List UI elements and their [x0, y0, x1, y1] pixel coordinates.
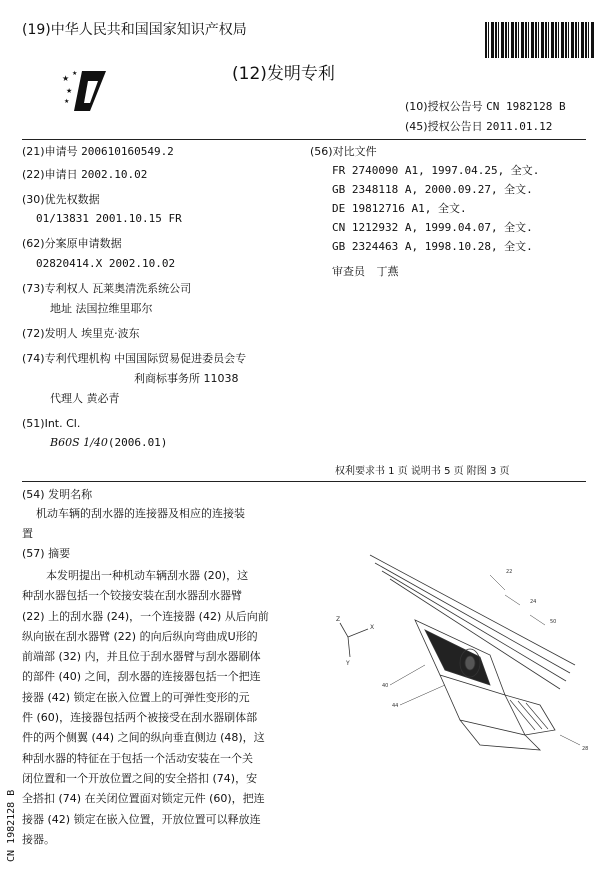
- address: 法国拉维里耶尔: [75, 302, 153, 315]
- doc-type-code: (12): [232, 64, 267, 84]
- pub-no: CN 1982128 B: [486, 100, 566, 113]
- ref-item: FR 2740090 A1, 1997.04.25, 全文.: [332, 164, 540, 177]
- inventor-label: (72)发明人: [22, 327, 78, 340]
- svg-text:28: 28: [582, 746, 589, 752]
- priority-value: 01/13831 2001.10.15 FR: [36, 212, 182, 225]
- abstract-line: 全搭扣 (74) 在关闭位置面对锁定元件 (60)，把连: [22, 792, 265, 806]
- abstract-body: [22, 566, 314, 850]
- pub-no-line: [405, 100, 566, 114]
- abstract-line: 接器 (42) 锁定在嵌入位置，开放位置可以释放连: [22, 812, 261, 826]
- priority-label: (30)优先权数据: [22, 193, 100, 206]
- abstract-label: (57) 摘要: [22, 547, 71, 560]
- abstract-line: 的部件 (40) 之间，刮水器的连接器包括一个把连: [22, 670, 261, 684]
- country-office: 中华人民共和国国家知识产权局: [50, 22, 247, 38]
- agency-line: [22, 352, 246, 366]
- agent-line: [50, 392, 120, 406]
- inventor-line: [22, 327, 140, 341]
- patentee-label: (73)专利权人: [22, 282, 89, 295]
- abstract-line: 接器。: [22, 832, 55, 846]
- ref-item: GB 2324463 A, 1998.10.28, 全文.: [332, 240, 533, 253]
- int-cl-year: (2006.01): [107, 436, 168, 449]
- agency-line2: 利商标事务所 11038: [134, 372, 239, 385]
- header-divider: [22, 139, 586, 140]
- abstract-line: 种刮水器包括一个铰接安装在刮水器刮水器臂: [22, 589, 242, 603]
- pub-date-line: [405, 120, 552, 134]
- agent-label: 代理人: [50, 392, 83, 405]
- svg-text:X: X: [370, 624, 375, 631]
- invention-title-line2: 置: [22, 527, 33, 540]
- body-divider: [22, 481, 586, 482]
- examiner-line: [332, 265, 399, 279]
- int-cl: B60S 1/40: [50, 436, 108, 449]
- ref-item: GB 2348118 A, 2000.09.27, 全文.: [332, 183, 533, 196]
- int-cl-label: (51)Int. Cl.: [22, 417, 81, 430]
- patentee-line: [22, 282, 191, 296]
- ref-item: CN 1212932 A, 1999.04.07, 全文.: [332, 221, 533, 234]
- side-doc-number: CN 1982128 B: [6, 789, 17, 862]
- abstract-line: 前端部 (32) 内，并且位于刮水器臂与刮水器刷体: [22, 650, 261, 664]
- address-label: 地址: [50, 302, 72, 315]
- svg-text:★: ★: [72, 70, 78, 77]
- ref-item: DE 19812716 A1, 全文.: [332, 202, 467, 215]
- agent: 黄必青: [86, 392, 120, 405]
- svg-text:Z: Z: [336, 616, 341, 623]
- inventor: 埃里克·波东: [81, 327, 140, 340]
- svg-text:★: ★: [64, 98, 70, 105]
- abstract-line: 闭位置和一个开放位置之间的安全搭扣 (74)，安: [22, 771, 258, 785]
- abstract-line: 接器 (42) 锁定在嵌入位置上的可弹性变形的元: [22, 690, 250, 704]
- agency-line1: 中国国际贸易促进委员会专: [114, 352, 247, 365]
- svg-text:★: ★: [66, 87, 73, 95]
- pub-no-label: (10)授权公告号: [405, 100, 483, 113]
- barcode: [485, 22, 595, 58]
- svg-text:★: ★: [62, 74, 70, 83]
- title-label: (54) 发明名称: [22, 488, 93, 501]
- pub-date: 2011.01.12: [486, 120, 553, 133]
- abstract-line: 种刮水器的特征在于包括一个活动安装在一个关: [22, 751, 253, 765]
- doc-type-title: [232, 64, 335, 84]
- address-line: [50, 302, 153, 316]
- refs-label: (56)对比文件: [310, 145, 377, 158]
- pub-date-label: (45)授权公告日: [405, 120, 483, 133]
- abstract-line: (22) 上的刮水器 (24)，一个连接器 (42) 从后向前: [22, 609, 269, 623]
- app-date-label: (22)申请日: [22, 168, 78, 181]
- abstract-line: 件 (60)，连接器包括两个被接受在刮水器刷体部: [22, 711, 258, 725]
- app-no-line: [22, 145, 174, 159]
- app-no-label: (21)申请号: [22, 145, 78, 158]
- svg-text:50: 50: [550, 619, 557, 625]
- svg-text:40: 40: [382, 683, 389, 689]
- abstract-line: 纵向嵌在刮水器臂 (22) 的向后纵向弯曲成U形的: [22, 629, 258, 643]
- doc-type: 发明专利: [266, 64, 335, 84]
- examiner: 丁燕: [376, 265, 399, 278]
- svg-text:44: 44: [392, 703, 399, 709]
- division-label: (62)分案原申请数据: [22, 237, 122, 250]
- issuing-office: [22, 22, 247, 38]
- examiner-label: 审查员: [332, 265, 365, 278]
- patentee: 瓦莱奥清洗系统公司: [92, 282, 192, 295]
- svg-text:24: 24: [530, 599, 537, 605]
- division-value: 02820414.X 2002.10.02: [36, 257, 176, 270]
- int-cl-line: [50, 436, 167, 450]
- invention-title-line1: 机动车辆的刮水器的连接器及相应的连接装: [36, 507, 245, 520]
- technical-drawing: [330, 545, 600, 760]
- abstract-line: 本发明提出一种机动车辆刮水器 (20)，这: [46, 569, 249, 582]
- abstract-line: 件的两个侧翼 (44) 之间的纵向垂直侧边 (48)，这: [22, 731, 265, 745]
- cnipa-logo: [60, 65, 130, 115]
- app-date-line: [22, 168, 147, 182]
- app-date: 2002.10.02: [81, 168, 148, 181]
- page-counts: 权利要求书 1 页 说明书 5 页 附图 3 页: [335, 466, 510, 477]
- svg-text:22: 22: [506, 569, 513, 575]
- svg-text:Y: Y: [346, 660, 350, 667]
- country-code: (19): [22, 22, 51, 38]
- app-no: 200610160549.2: [81, 145, 174, 158]
- agency-label: (74)专利代理机构: [22, 352, 111, 365]
